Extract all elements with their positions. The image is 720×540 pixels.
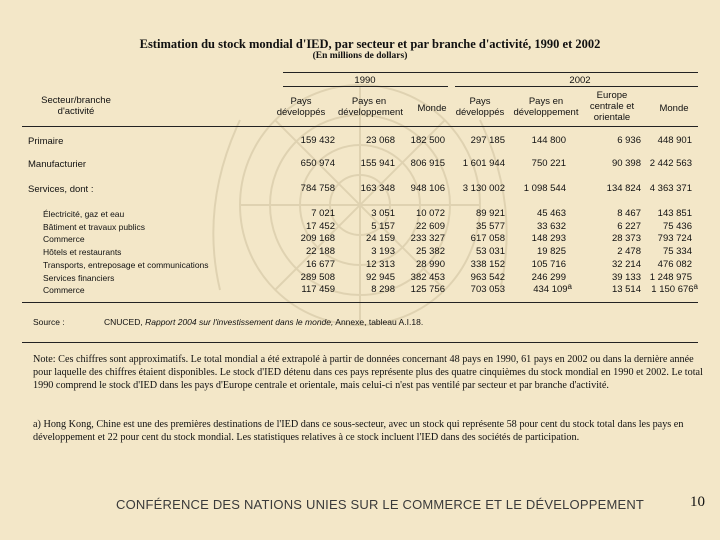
sub-label: Services financiers [43, 272, 115, 283]
header-bottom-rule [22, 126, 698, 127]
year-1990-rule [283, 86, 448, 87]
table-cell: 8 298 [371, 284, 395, 296]
table-cell: 297 185 [470, 135, 505, 146]
table-cell: 155 941 [360, 158, 395, 169]
sub-col-1990-world [411, 208, 445, 297]
source-label: Source : [33, 317, 65, 327]
table-cell: 17 452 [305, 220, 335, 232]
year-2002: 2002 [569, 75, 591, 86]
table-cell: 22 609 [415, 220, 445, 232]
sub-label: Électricité, gaz et eau [43, 209, 125, 219]
table-cell: 28 373 [611, 233, 641, 245]
sub-label: Commerce [43, 285, 85, 296]
table-cell: 33 632 [536, 220, 566, 232]
sub-col-2002-developing [532, 208, 572, 297]
table-cell: 963 542 [470, 271, 505, 283]
table-cell: 448 901 [657, 135, 692, 146]
table-cell: 163 348 [360, 183, 395, 194]
col-1990-developing: Pays en développement [338, 96, 403, 118]
table-cell: 12 313 [365, 258, 395, 270]
table-cell-with-note [650, 284, 698, 297]
table-cell: 617 058 [470, 233, 505, 245]
row-label-services: Services, dont : [28, 184, 94, 195]
footer-organization: CONFÉRENCE DES NATIONS UNIES SUR LE COMMERCE ET LE DÉVELOPPEMENT [116, 497, 645, 512]
table-cell: 24 159 [365, 233, 395, 245]
sub-labels-block [43, 208, 209, 297]
table-cell: 53 031 [475, 246, 505, 258]
table-cell: 7 021 [311, 208, 335, 219]
table-cell: 75 436 [662, 220, 692, 232]
table-cell: 1 098 544 [523, 183, 566, 194]
table-cell: 1 248 975 [649, 271, 692, 283]
note-paragraph: Note: Ces chiffres sont approximatifs. Le total mondial a été extrapolé à partir de données concernant 48 pays en 1990, 61 pays en 2002 ou dans la dernière année pour laquelle des chiffres étaient disponibles. Le stock d'IED détenu dans ces pays représente plus des quatre cinquièmes du stock mondial en 1990 et 2002. Le total 1990 comprend le stock d'IED dans les pays d'Europe centrale et orientale, mais celui-ci n'est pas ventilé par secteur et par branche d'activité. [33, 354, 703, 392]
col-2002-developing: Pays en développement [513, 96, 579, 118]
table-cell: 13 514 [611, 284, 641, 296]
footnote-marker: a [567, 282, 572, 292]
col-1990-world: Monde [417, 103, 447, 114]
table-cell: 16 677 [305, 258, 335, 270]
col-2002-world: Monde [659, 103, 689, 114]
table-cell: 148 293 [531, 233, 566, 245]
sub-col-2002-developed [471, 208, 505, 297]
table-cell: 22 188 [305, 246, 335, 258]
table-cell: 19 825 [536, 246, 566, 258]
page-title: Estimation du stock mondial d'IED, par secteur et par branche d'activité, 1990 et 2002 [139, 37, 601, 51]
table-cell: 23 068 [365, 135, 395, 146]
table-cell: 209 168 [300, 233, 335, 245]
table-cell: 28 990 [415, 258, 445, 270]
sub-label: Commerce [43, 234, 85, 245]
table-cell: 793 724 [657, 233, 692, 245]
sub-label: Hôtels et restaurants [43, 247, 122, 258]
table-cell: 75 334 [662, 246, 692, 258]
table-cell: 948 106 [410, 183, 445, 194]
table-cell: 25 382 [415, 246, 445, 258]
row-label-manufacturier: Manufacturier [28, 159, 87, 170]
table-bottom-rule [22, 302, 698, 303]
sub-label: Transports, entreposage et communications [43, 259, 209, 270]
table-cell: 159 432 [300, 135, 335, 146]
table-cell: 10 072 [415, 208, 445, 219]
page-number: 10 [690, 494, 705, 510]
table-cell: 3 130 002 [462, 183, 505, 194]
table-cell: 338 152 [470, 258, 505, 270]
table-cell: 3 193 [371, 246, 395, 258]
footnote-a: a) Hong Kong, Chine est une des premières destinations de l'IED dans ce sous-secteur, avec un stock qui représente 58 pour cent du stock total dans les pays en développement et 22 pour cent du stock mondial. Les statistiques relatives à ce stock incluent l'IED dans des sociétés de participation. [33, 419, 684, 444]
table-cell: 476 082 [657, 258, 692, 270]
col-2002-developed: Pays développés [455, 96, 505, 118]
table-cell: 650 974 [300, 158, 335, 169]
table-cell: 1 150 676 [651, 284, 694, 296]
note-separator-rule [22, 342, 698, 343]
footnote-marker: a [693, 282, 698, 292]
table-cell: 8 467 [617, 208, 641, 219]
table-cell: 3 051 [371, 208, 395, 219]
table-top-rule [283, 72, 698, 73]
table-cell: 182 500 [410, 135, 445, 146]
table-cell: 92 945 [365, 271, 395, 283]
col-1990-developed: Pays développés [276, 96, 326, 118]
page-subtitle: (En millions de dollars) [312, 51, 408, 61]
table-cell: 117 459 [301, 284, 335, 296]
sub-label: Bâtiment et travaux publics [43, 221, 146, 232]
row-label-primaire: Primaire [28, 136, 64, 147]
table-cell: 784 758 [300, 183, 335, 194]
table-cell: 39 133 [611, 271, 641, 283]
table-cell: 32 214 [611, 258, 641, 270]
table-cell: 105 716 [531, 258, 566, 270]
sub-col-2002-cee [612, 208, 641, 297]
table-cell: 2 478 [617, 246, 641, 258]
table-cell: 5 157 [371, 220, 395, 232]
table-cell: 703 053 [470, 284, 505, 296]
table-cell: 90 398 [611, 158, 641, 169]
sub-col-2002-world [650, 208, 698, 297]
table-cell: 45 463 [536, 208, 566, 219]
year-2002-rule [455, 86, 698, 87]
table-cell: 125 756 [410, 284, 445, 296]
table-cell: 144 800 [531, 135, 566, 146]
table-cell: 2 442 563 [649, 158, 692, 169]
source-text [104, 317, 423, 327]
row-header: Secteur/branche d'activité [41, 95, 111, 117]
col-2002-cee: Europe centrale et orientale [589, 90, 635, 123]
table-cell: 382 453 [410, 271, 445, 283]
table-cell: 246 299 [531, 271, 566, 283]
sub-col-1990-developed [301, 208, 335, 297]
year-1990: 1990 [354, 75, 376, 86]
table-cell-with-note [532, 284, 572, 297]
table-cell: 6 936 [617, 135, 641, 146]
table-cell: 89 921 [475, 208, 505, 219]
table-cell: 134 824 [606, 183, 641, 194]
table-cell: 1 601 944 [462, 158, 505, 169]
sub-col-1990-developing [366, 208, 395, 297]
table-cell: 143 851 [657, 208, 692, 219]
table-cell: 434 109 [533, 284, 568, 296]
table-cell: 806 915 [410, 158, 445, 169]
table-cell: 6 227 [617, 220, 641, 232]
table-cell: 4 363 371 [649, 183, 692, 194]
source-report: Rapport 2004 sur l'investissement dans le monde, [145, 317, 334, 327]
source-rest: Annexe, tableau A.I.18. [335, 317, 424, 327]
table-cell: 233 327 [410, 233, 445, 245]
source-org: CNUCED, [104, 317, 143, 327]
table-cell: 289 508 [300, 271, 335, 283]
table-cell: 35 577 [475, 220, 505, 232]
table-cell: 750 221 [531, 158, 566, 169]
